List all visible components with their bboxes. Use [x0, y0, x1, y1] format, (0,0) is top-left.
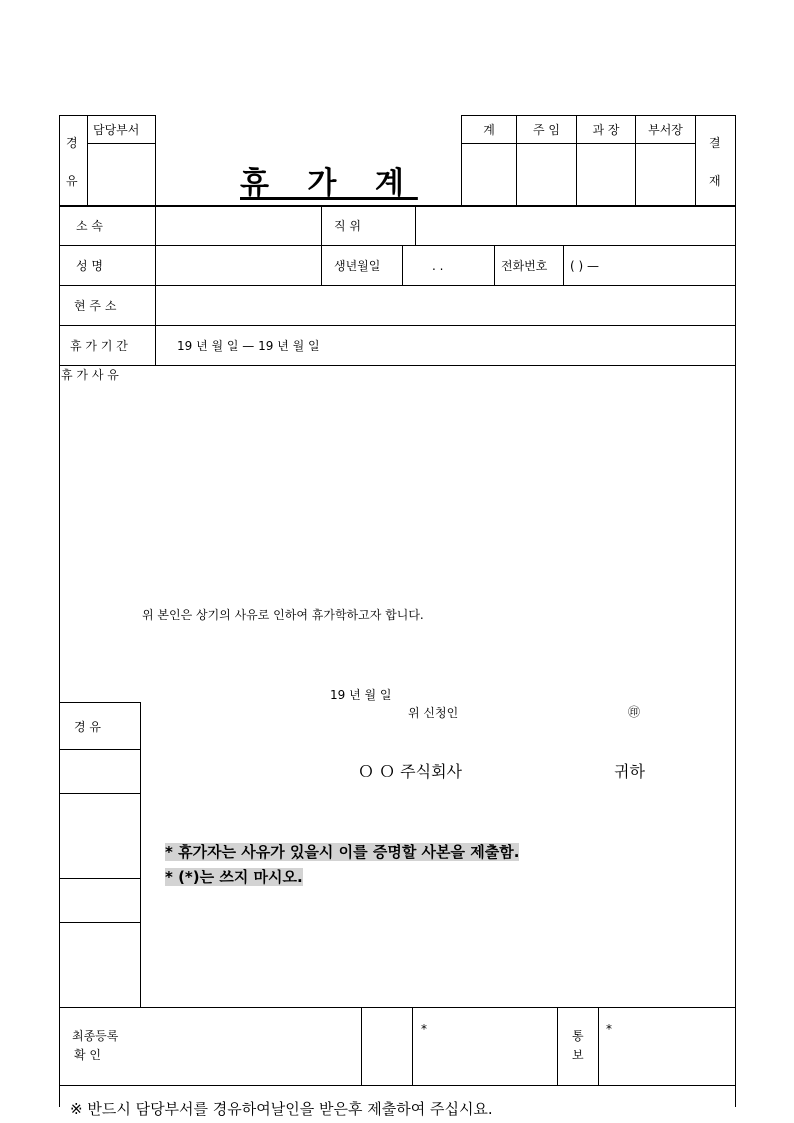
- routing-label-bottom: 유: [66, 174, 78, 188]
- honorific: 귀하: [614, 762, 645, 781]
- notice-label-top: 통: [572, 1029, 584, 1043]
- approval-label-top: 결: [709, 136, 721, 150]
- note-line-2: * (*)는 쓰지 마시오.: [165, 868, 303, 886]
- asterisk-mark-1: *: [421, 1022, 427, 1036]
- seal-mark: ㊞: [628, 705, 641, 719]
- reason-label: 휴 가 사 유: [61, 368, 119, 382]
- address-field[interactable]: [157, 287, 734, 324]
- birth-label: 생년월일: [334, 259, 381, 273]
- position-field[interactable]: [417, 207, 734, 244]
- final-registration-label-1: 최종등록: [72, 1029, 119, 1043]
- routing-box-label: 경 유: [74, 720, 101, 734]
- approval-col-chief: 주 임: [533, 123, 560, 137]
- note-line-1: * 휴가자는 사유가 있을시 이를 증명할 사본을 제출함.: [165, 843, 520, 861]
- page-title: 휴 가 계: [240, 166, 418, 201]
- period-field[interactable]: 19 년 월 일 — 19 년 월 일: [177, 339, 320, 353]
- address-label: 현 주 소: [74, 299, 117, 313]
- name-label: 성 명: [76, 259, 103, 273]
- period-label: 휴 가 기 간: [70, 339, 128, 353]
- dept-label: 담당부서: [93, 123, 140, 137]
- final-registration-label-2: 확 인: [74, 1048, 101, 1062]
- approval-col-dept-head: 부서장: [648, 123, 683, 137]
- name-field[interactable]: [157, 247, 320, 284]
- company-name: Ｏ Ｏ 주식회사: [358, 762, 462, 781]
- statement-text: 위 본인은 상기의 사유로 인하여 휴가학하고자 합니다.: [142, 608, 424, 622]
- affiliation-field[interactable]: [157, 207, 320, 244]
- birth-field[interactable]: . .: [432, 259, 444, 273]
- applicant-label: 위 신청인: [408, 706, 459, 720]
- phone-label: 전화번호: [501, 259, 548, 273]
- final-registration-field[interactable]: [142, 1009, 360, 1084]
- notice-label-bottom: 보: [572, 1048, 584, 1062]
- phone-field[interactable]: ( ) —: [570, 259, 599, 273]
- asterisk-mark-2: *: [606, 1022, 612, 1036]
- approval-label-bottom: 재: [709, 174, 721, 188]
- affiliation-label: 소 속: [76, 219, 103, 233]
- application-date: 19 년 월 일: [330, 688, 392, 702]
- approval-col-manager: 과 장: [592, 123, 620, 137]
- reason-field[interactable]: [61, 384, 733, 584]
- bottom-notice: ※ 반드시 담당부서를 경유하여날인을 받은후 제출하여 주십시요.: [70, 1100, 493, 1118]
- approval-col-clerk: 계: [483, 123, 495, 137]
- routing-label-top: 경: [66, 136, 78, 150]
- position-label: 직 위: [334, 219, 361, 233]
